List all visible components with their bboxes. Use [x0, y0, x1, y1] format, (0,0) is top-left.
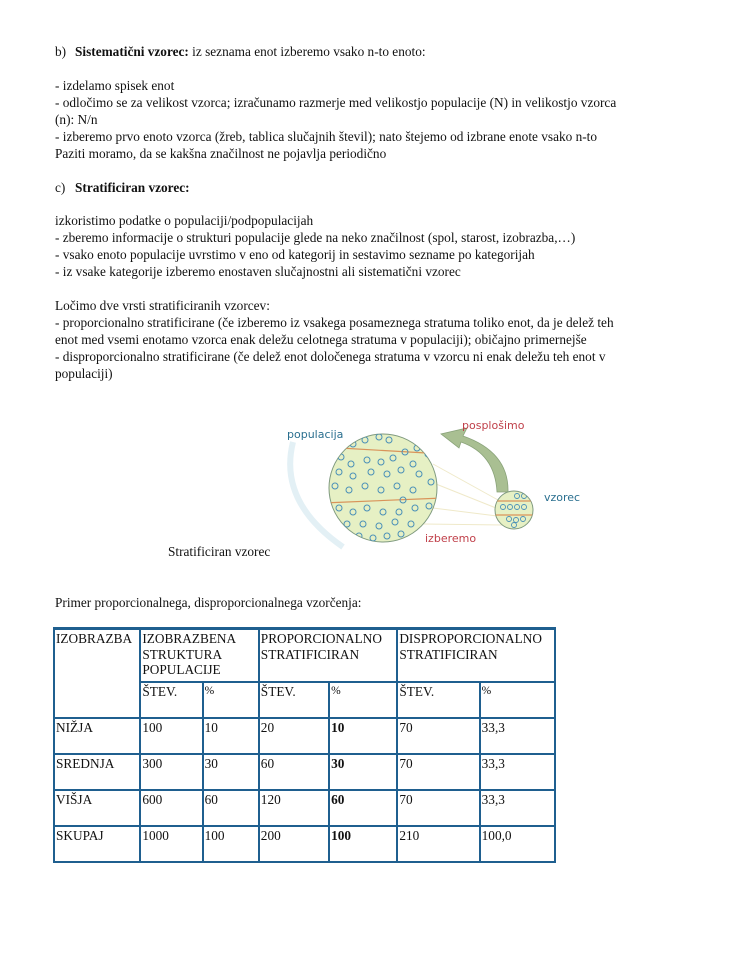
- label-generalize: posplošimo: [462, 419, 525, 432]
- stratified-sample-diagram: [283, 412, 588, 552]
- subheader-count: ŠTEV.: [259, 682, 329, 718]
- cell: 100: [329, 826, 397, 862]
- cell: 210: [397, 826, 479, 862]
- section-c-heading: [55, 180, 190, 196]
- cell: 30: [329, 754, 397, 790]
- cell: 60: [329, 790, 397, 826]
- cell: 600: [140, 790, 202, 826]
- strat-types-line: - proporcionalno stratificirane (če izberemo iz vsakega posameznega stratuma toliko enot, da je delež teh: [55, 315, 614, 330]
- strat-types-line: Ločimo dve vrsti stratificiranih vzorcev:: [55, 298, 270, 313]
- section-b-line: Paziti moramo, da se kakšna značilnost ne pojavlja periodično: [55, 146, 387, 161]
- section-b-line: - izberemo prvo enoto vzorca (žreb, tablica slučajnih števil); nato štejemo od izbrane enote vsako n-to: [55, 129, 598, 144]
- stratification-table: [53, 627, 556, 863]
- subheader-count: ŠTEV.: [397, 682, 479, 718]
- row-label: SREDNJA: [54, 754, 140, 790]
- cell: 30: [203, 754, 259, 790]
- section-c-title: Stratificiran vzorec:: [75, 180, 190, 195]
- strat-types-line: - disproporcionalno stratificirane (če delež enot določenega stratuma v vzorcu ni enak deležu teh enot v: [55, 349, 606, 364]
- cell: 70: [397, 754, 479, 790]
- section-b-line: (n): N/n: [55, 112, 98, 127]
- table-row: [54, 790, 555, 826]
- table-row: [54, 754, 555, 790]
- cell: 120: [259, 790, 329, 826]
- cell: 70: [397, 790, 479, 826]
- table-row: [54, 718, 555, 754]
- cell: 10: [203, 718, 259, 754]
- cell: 33,3: [480, 790, 555, 826]
- cell: 100,0: [480, 826, 555, 862]
- section-b-line: - izdelamo spisek enot: [55, 78, 175, 93]
- section-c-marker: c): [55, 180, 66, 195]
- subheader-percent: %: [203, 682, 259, 718]
- strat-types-line: populaciji): [55, 366, 113, 381]
- label-sample: vzorec: [544, 491, 581, 504]
- cell: 100: [203, 826, 259, 862]
- stratified-sample-figure: [283, 412, 588, 552]
- row-label: NIŽJA: [54, 718, 140, 754]
- section-c-line: izkoristimo podatke o populaciji/podpopulacijah: [55, 213, 314, 228]
- section-c-line: - vsako enoto populacije uvrstimo v eno od kategorij in sestavimo sezname po kategorijah: [55, 247, 535, 262]
- section-b-line: - odločimo se za velikost vzorca; izračunamo razmerje med velikostjo populacije (N) in velikostjo vzorca: [55, 95, 617, 110]
- cell: 300: [140, 754, 202, 790]
- cell: 60: [203, 790, 259, 826]
- row-label: SKUPAJ: [54, 826, 140, 862]
- cell: 60: [259, 754, 329, 790]
- cell: 70: [397, 718, 479, 754]
- cell: 200: [259, 826, 329, 862]
- subheader-percent: %: [329, 682, 397, 718]
- table-intro: Primer proporcionalnega, disproporcionalnega vzorčenja:: [55, 595, 362, 610]
- cell: 33,3: [480, 754, 555, 790]
- header-proportional: PROPORCIONALNO STRATIFICIRAN: [259, 629, 398, 683]
- subheader-percent: %: [480, 682, 555, 718]
- cell: 100: [140, 718, 202, 754]
- label-select: izberemo: [425, 532, 477, 545]
- cell: 33,3: [480, 718, 555, 754]
- section-b-heading: [55, 44, 426, 60]
- subheader-count: ŠTEV.: [140, 682, 202, 718]
- header-disproportional: DISPROPORCIONALNO STRATIFICIRAN: [397, 629, 555, 683]
- header-education: IZOBRAZBA: [54, 629, 140, 719]
- table-header-row: [54, 629, 555, 683]
- section-c-line: - zberemo informacije o strukturi populacije glede na neko značilnost (spol, starost, izobrazba,…): [55, 230, 576, 245]
- cell: 20: [259, 718, 329, 754]
- figure-caption: Stratificiran vzorec: [168, 544, 271, 559]
- section-b-intro: iz seznama enot izberemo vsako n-to enoto:: [188, 44, 426, 59]
- section-b-marker: b): [55, 44, 67, 59]
- section-b-title: Sistematični vzorec:: [75, 44, 189, 59]
- cell: 1000: [140, 826, 202, 862]
- table-row-total: [54, 826, 555, 862]
- section-c-line: - iz vsake kategorije izberemo enostaven slučajnostni ali sistematični vzorec: [55, 264, 461, 279]
- header-population-structure: IZOBRAZBENA STRUKTURA POPULACIJE: [140, 629, 258, 683]
- row-label: VIŠJA: [54, 790, 140, 826]
- label-population: populacija: [287, 428, 344, 441]
- strat-types-line: enot med vsemi enotamo vzorca enak deležu celotnega stratuma v populaciji); običajno primernejše: [55, 332, 587, 347]
- cell: 10: [329, 718, 397, 754]
